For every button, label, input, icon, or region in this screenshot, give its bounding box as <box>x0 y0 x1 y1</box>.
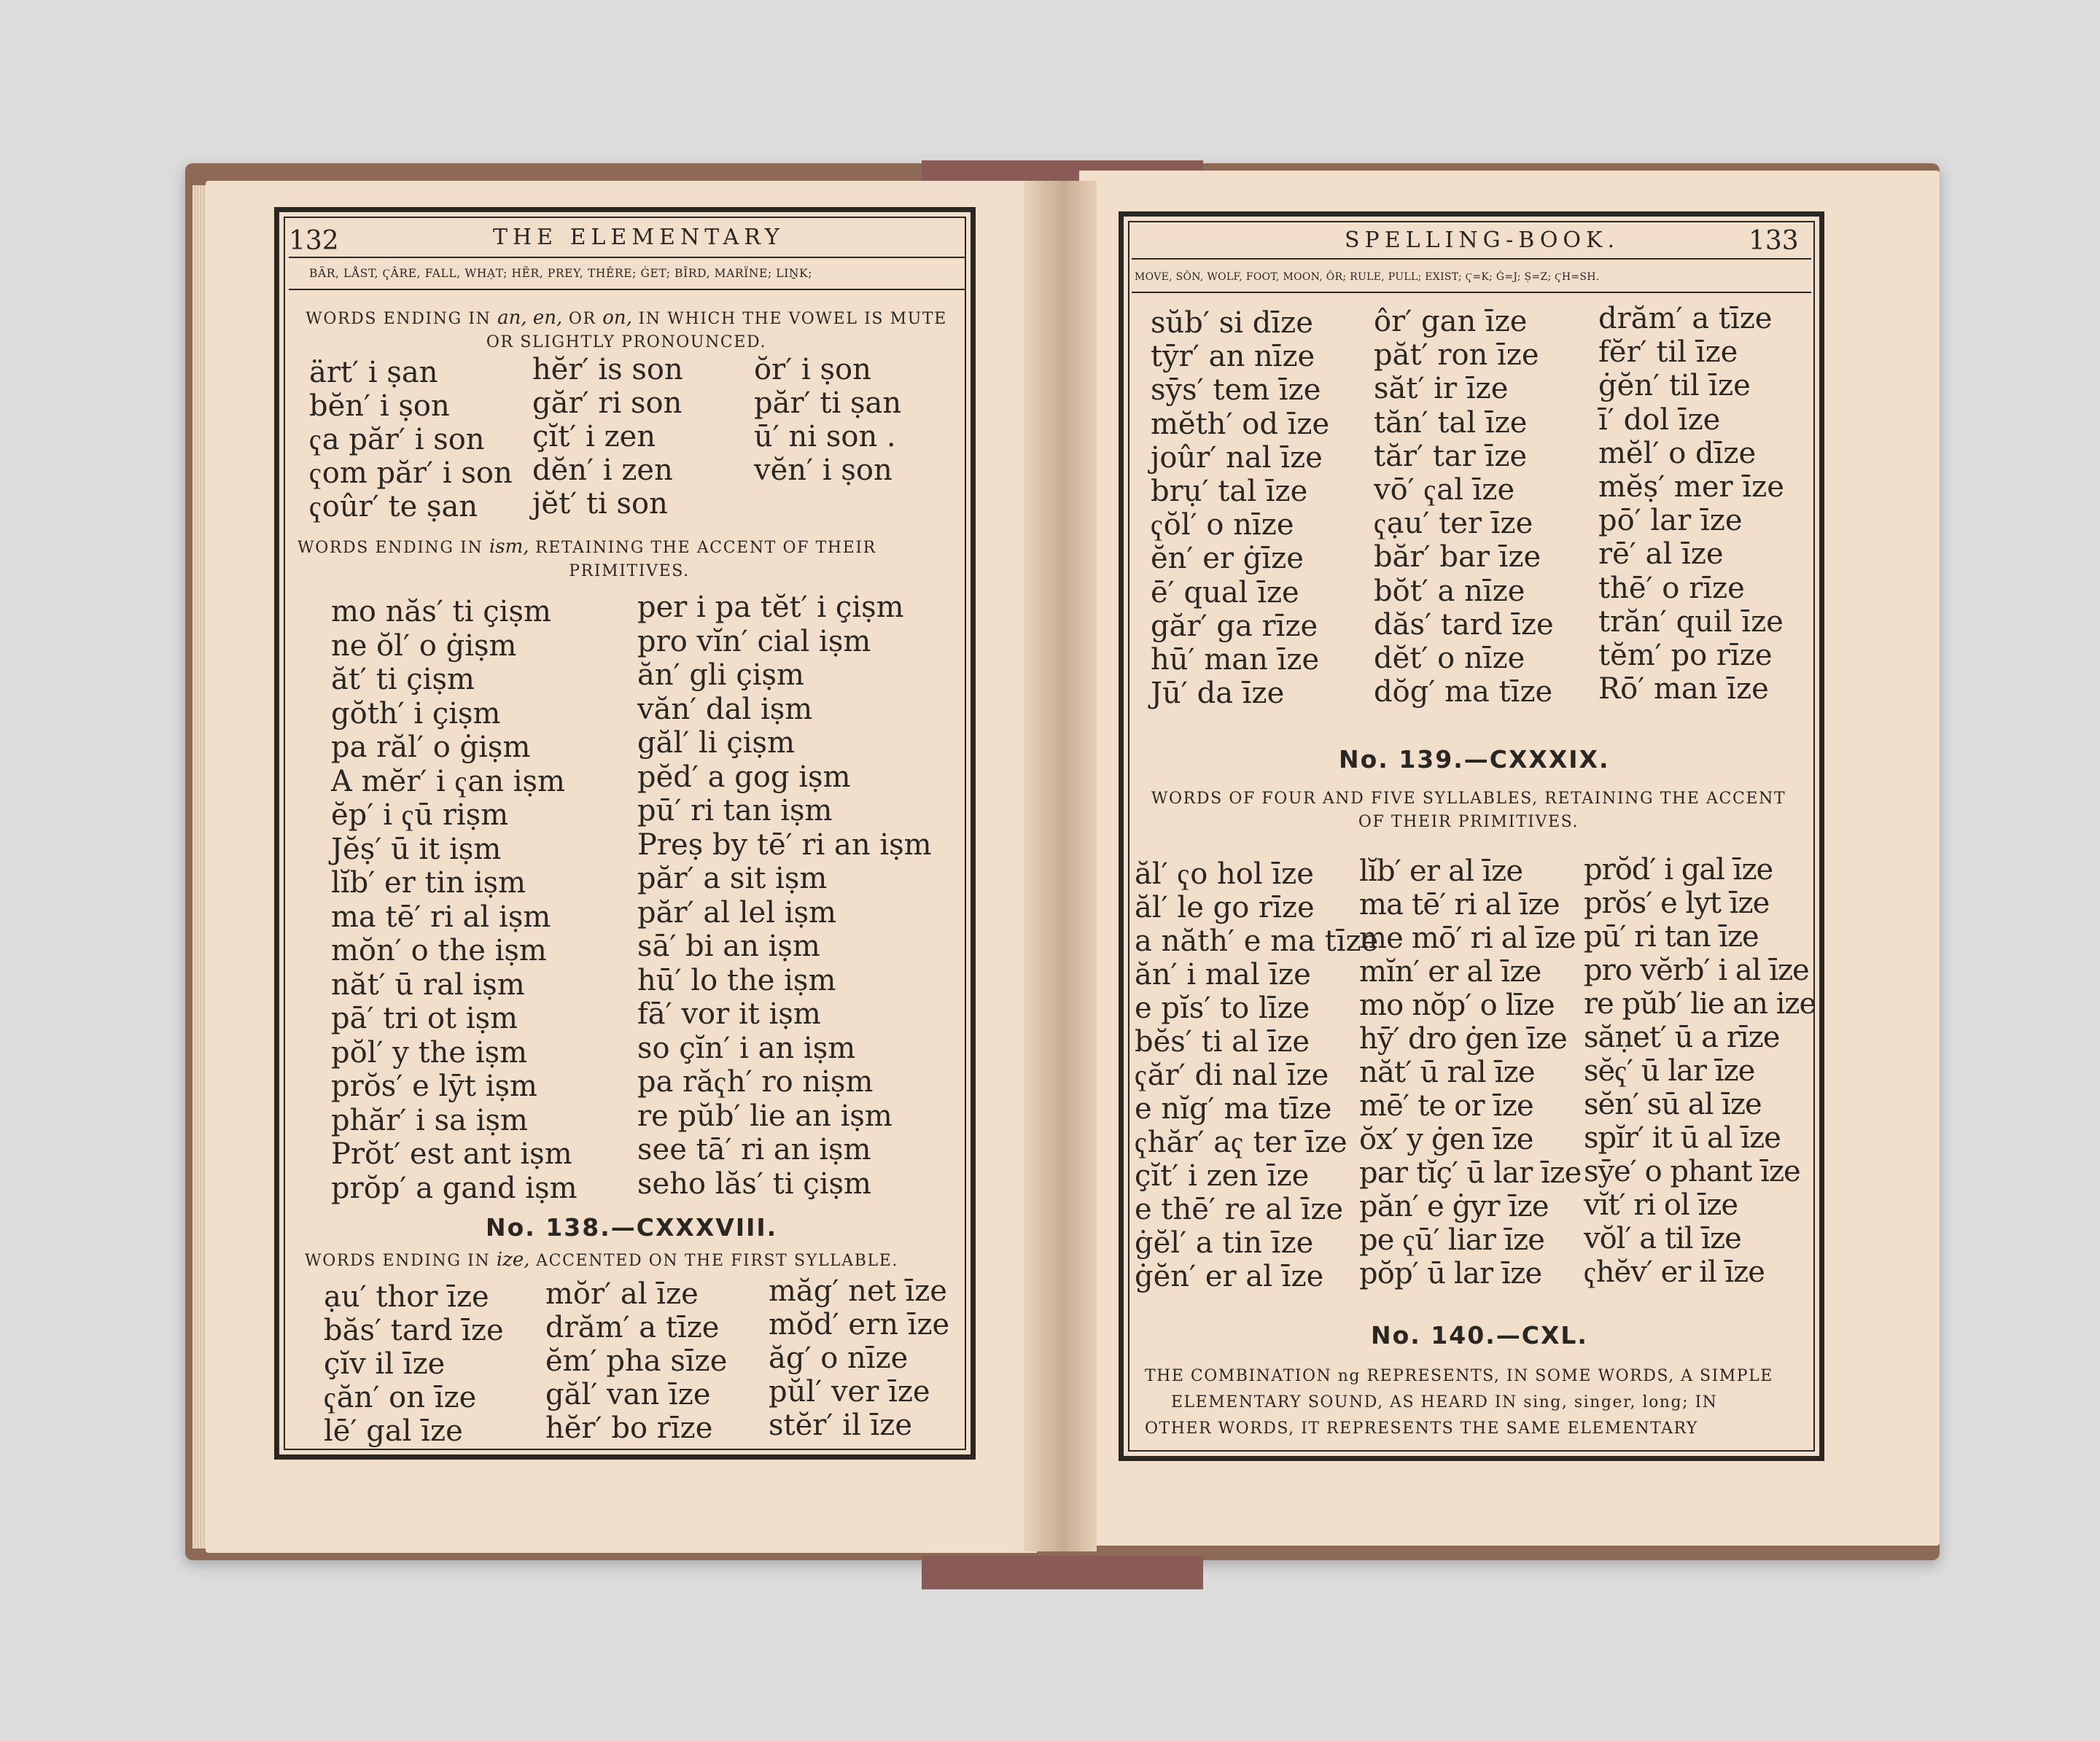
word: ҁhăr′ aҁ ter īze <box>1135 1126 1348 1159</box>
word: ne ŏl′ o ġiṣm <box>331 628 517 663</box>
word: ma tē′ ri al iṣm <box>331 900 551 934</box>
right-s2-col2 <box>1359 854 1581 1290</box>
heading-line: THE COMBINATION ng REPRESENTS, IN SOME WORDS, A SIMPLE <box>1145 1367 1773 1385</box>
word: ăg′ o nīze <box>769 1341 909 1375</box>
word: lē′ gal īze <box>324 1414 463 1448</box>
word: A mĕr′ i ҁan iṣm <box>331 764 565 798</box>
word: dŏg′ ma tīze <box>1374 675 1553 709</box>
word: sā′ bi an iṣm <box>637 930 820 963</box>
word: thē′ o rīze <box>1598 571 1745 605</box>
word: ma tē′ ri al īze <box>1359 888 1560 922</box>
word: găl′ van īze <box>545 1378 711 1411</box>
word: per i pa tĕt′ i çiṣm <box>637 591 904 624</box>
right-section2-heading: WORDS OF FOUR AND FIVE SYLLABLES, RETAINING THE ACCENT OF THEIR PRIMITIVES. <box>1151 790 1786 831</box>
word: săt′ ir īze <box>1374 372 1509 406</box>
word: tȳr′ an nīze <box>1151 340 1315 374</box>
word: ġĕl′ a tin īze <box>1135 1226 1314 1260</box>
word: prŏs′ e lyt īze <box>1584 887 1770 920</box>
left-pronunciation-key: BÄR, LÅST, ҀÂRE, FALL, WHẠT; HẼR, PREY, THÊRE; ĠET; BĪRD, MARÏNE; LIṈK; <box>309 267 813 280</box>
left-head-rule <box>289 257 965 258</box>
word: mo năs′ ti çiṣm <box>331 595 551 628</box>
word: mĕṣ′ mer īze <box>1598 470 1784 505</box>
word: ŏr′ i ṣon <box>754 353 871 386</box>
spine-cloth-bottom <box>922 1556 1203 1589</box>
word: mo nŏp′ o līze <box>1359 989 1555 1022</box>
word: mŏr′ al īze <box>545 1277 699 1311</box>
word: mĕth′ od īze <box>1151 407 1330 441</box>
left-s2-col1 <box>331 595 578 1205</box>
book-gutter <box>1024 181 1097 1551</box>
word: păt′ ron īze <box>1374 338 1539 373</box>
right-section3-number: No. 140.—CXL. <box>1371 1321 1588 1349</box>
word: ġĕn′ er al īze <box>1135 1260 1324 1293</box>
right-key-rule <box>1132 292 1811 293</box>
word: ĕn′ er ġīze <box>1151 542 1304 576</box>
right-s1-col3 <box>1598 302 1784 706</box>
right-s1-col2 <box>1374 305 1554 709</box>
word: hĕr′ is son <box>532 353 683 386</box>
right-s2-col3 <box>1584 853 1816 1289</box>
word: ҁạu′ ter īze <box>1374 507 1533 541</box>
left-s3-col1 <box>324 1280 504 1448</box>
word: găl′ li çiṣm <box>637 726 795 760</box>
word: gŏth′ i çiṣm <box>331 696 501 731</box>
word: ạu′ thor īze <box>324 1280 489 1314</box>
word: ҁăr′ di nal īze <box>1135 1059 1329 1092</box>
word: pa răҁh′ ro niṣm <box>637 1065 874 1099</box>
word: ҁŏl′ o nīze <box>1151 508 1294 542</box>
word: ҁa păr′ i son <box>309 423 485 456</box>
word: mē′ te or īze <box>1359 1089 1533 1123</box>
word: ī′ dol īze <box>1598 402 1721 437</box>
word: pū′ ri tan iṣm <box>637 794 833 827</box>
word: săṇet′ ū a rīze <box>1584 1021 1780 1054</box>
word: vĭt′ ri ol īze <box>1584 1188 1738 1222</box>
word: pro vĕrb′ i al īze <box>1584 954 1809 987</box>
word: ăl′ ҁo hol īze <box>1135 857 1314 891</box>
word: pū′ ri tan īze <box>1584 920 1759 954</box>
word: phăr′ i sa iṣm <box>331 1103 528 1137</box>
word: drăm′ a tīze <box>545 1311 720 1344</box>
word: e pĭs′ to līze <box>1135 992 1310 1025</box>
word: pō′ lar īze <box>1598 504 1743 538</box>
right-s2-col1 <box>1135 857 1378 1293</box>
right-running-head: SPELLING-BOOK. <box>1345 227 1619 253</box>
word: fĕr′ til īze <box>1598 335 1738 370</box>
word: păr′ al lel iṣm <box>637 895 836 930</box>
left-running-head: THE ELEMENTARY <box>493 225 785 250</box>
word: vō′ ҁal īze <box>1374 473 1515 507</box>
word: mŏn′ o the iṣm <box>331 934 547 967</box>
word: pŏp′ ū lar īze <box>1359 1257 1542 1290</box>
word: păr′ a sit iṣm <box>637 862 828 895</box>
word: ĕp′ i ҁū riṣm <box>331 798 509 832</box>
word: dĕt′ o nīze <box>1374 642 1525 676</box>
word: văn′ dal iṣm <box>637 692 813 726</box>
heading-line: ELEMENTARY SOUND, AS HEARD IN sing, singer, long; IN <box>1171 1393 1718 1411</box>
word: hĕr′ bo rīze <box>545 1411 713 1445</box>
word: ҁoûr′ te ṣan <box>309 490 478 523</box>
word: ăl′ le go rīze <box>1135 891 1315 924</box>
right-section3-heading <box>1145 1363 1801 1442</box>
left-s3-col2 <box>545 1277 727 1445</box>
word: pe ҁū′ liar īze <box>1359 1223 1545 1257</box>
right-section2-number: No. 139.—CXXXIX. <box>1339 745 1610 774</box>
word: see tā′ ri an iṣm <box>637 1133 871 1166</box>
word: prŏd′ i gal īze <box>1584 853 1773 887</box>
word: pro vĭn′ cial iṣm <box>637 624 871 658</box>
word: ҁom păr′ i son <box>309 456 513 490</box>
word: sŭb′ si dīze <box>1151 306 1313 340</box>
word: e nĭg′ ma tīze <box>1135 1092 1332 1126</box>
word: bĕs′ ti al īze <box>1135 1025 1310 1059</box>
left-section1-heading: WORDS ENDING IN an, en, OR on, IN WHICH THE VOWEL IS MUTE OR SLIGHTLY PRONOUNCED. <box>306 307 947 351</box>
word: fā′ vor it iṣm <box>637 997 821 1031</box>
word: păn′ e ġyr īze <box>1359 1190 1549 1223</box>
word: hū′ lo the iṣm <box>637 963 836 997</box>
word: e thē′ re al īze <box>1135 1193 1344 1226</box>
word: joûr′ nal īze <box>1151 440 1323 475</box>
word: găr′ ri son <box>532 386 682 420</box>
left-s1-col3 <box>754 353 901 487</box>
word: ġĕn′ til īze <box>1598 369 1751 403</box>
word: çĭt′ i zen īze <box>1135 1159 1310 1193</box>
word: tăn′ tal īze <box>1374 405 1528 440</box>
word: Prŏt′ est ant iṣm <box>331 1137 572 1171</box>
word: păr′ ti ṣan <box>754 386 902 420</box>
word: ŏx′ y ġen īze <box>1359 1123 1533 1156</box>
word: ҁăn′ on īze <box>324 1381 477 1414</box>
word: stĕr′ il īze <box>769 1409 913 1442</box>
word: ärt′ i ṣan <box>309 356 438 389</box>
word: drăm′ a tīze <box>1598 302 1773 335</box>
right-pronunciation-key: MOVE, SÔN, WOLF, FOOT, MOON, ÔR; RULE, PULL; EXIST; Ҁ=K; Ġ=J; Ṣ=Z; ҀH=SH. <box>1135 271 1600 283</box>
word: sȳe′ o phant īze <box>1584 1155 1800 1188</box>
word: prŏs′ e lȳt iṣm <box>331 1070 537 1103</box>
word: ū′ ni son . <box>754 420 896 453</box>
word: so çĭn′ i an iṣm <box>637 1031 856 1065</box>
word: pŭl′ ver īze <box>769 1375 930 1409</box>
word: sĕҁ′ ū lar īze <box>1584 1054 1755 1088</box>
word: vĕn′ i ṣon <box>754 453 892 487</box>
word: băs′ tard īze <box>324 1314 504 1347</box>
word: pŏl′ y the iṣm <box>331 1035 528 1070</box>
word: re pŭb′ lie an ize <box>1584 987 1816 1021</box>
right-page-number: 133 <box>1749 226 1799 256</box>
word: jĕt′ ti son <box>532 487 668 521</box>
word: seho lăs′ ti çiṣm <box>637 1166 871 1201</box>
word: năt′ ū ral īze <box>1359 1056 1535 1089</box>
left-section2-heading: WORDS ENDING IN ism, RETAINING THE ACCENT OF THEIR PRIMITIVES. <box>298 536 876 580</box>
left-section3-number: No. 138.—CXXXVIII. <box>486 1213 778 1242</box>
word: năt′ ū ral iṣm <box>331 967 525 1002</box>
word: me mō′ ri al īze <box>1359 922 1576 955</box>
word: ôr′ gan īze <box>1374 305 1528 338</box>
word: Preṣ by tē′ ri an iṣm <box>637 827 932 862</box>
word: mĕl′ o dīze <box>1598 436 1757 470</box>
word: pĕd′ a gog iṣm <box>637 760 851 794</box>
word: măg′ net īze <box>769 1274 947 1308</box>
heading-line: OTHER WORDS, IT REPRESENTS THE SAME ELEMENTARY <box>1145 1419 1698 1438</box>
left-s1-col2 <box>532 353 683 521</box>
word: băr′ bar īze <box>1374 540 1541 575</box>
left-s1-col1 <box>309 356 513 523</box>
word: Rō′ man īze <box>1598 672 1769 706</box>
word: re pŭb′ lie an iṣm <box>637 1099 892 1133</box>
word: dăs′ tard īze <box>1374 607 1554 642</box>
word: hȳ′ dro ġen īze <box>1359 1022 1567 1056</box>
word: sȳs′ tem īze <box>1151 373 1321 408</box>
word: bŏt′ a nīze <box>1374 574 1525 608</box>
word: prŏp′ a gand iṣm <box>331 1171 578 1205</box>
word: ĕm′ pha sīze <box>545 1344 728 1378</box>
word: mĭn′ er al īze <box>1359 955 1541 989</box>
word: sĕn′ sū al īze <box>1584 1088 1762 1121</box>
left-s3-col3 <box>769 1274 949 1442</box>
word: dĕn′ i zen <box>532 453 673 487</box>
left-page-number: 132 <box>289 226 339 256</box>
word: par tĭç′ ū lar īze <box>1359 1156 1582 1190</box>
right-head-rule <box>1132 258 1811 260</box>
word: pa răl′ o ġiṣm <box>331 731 531 764</box>
word: trăn′ quil īze <box>1598 604 1784 639</box>
word: vŏl′ a til īze <box>1584 1222 1741 1255</box>
left-key-rule <box>289 289 965 290</box>
left-s2-col2 <box>637 591 932 1201</box>
word: brụ′ tal īze <box>1151 475 1308 509</box>
word: rē′ al īze <box>1598 537 1724 572</box>
word: Jĕṣ′ ū it iṣm <box>331 832 502 866</box>
word: tĕm′ po rīze <box>1598 639 1773 673</box>
word: ҁhĕv′ er il īze <box>1584 1255 1765 1289</box>
word: lĭb′ er tin iṣm <box>331 866 526 900</box>
right-s1-col1 <box>1151 306 1329 710</box>
left-section3-heading: WORDS ENDING IN ize, ACCENTED ON THE FIRST SYLLABLE. <box>305 1249 898 1271</box>
word: tăr′ tar īze <box>1374 439 1528 473</box>
word: Jū′ da īze <box>1151 677 1285 711</box>
word: ăn′ gli çiṣm <box>637 658 804 692</box>
word: a năth′ e ma tīze <box>1135 924 1379 958</box>
word: lĭb′ er al īze <box>1359 854 1523 888</box>
word: ăt′ ti çiṣm <box>331 663 475 696</box>
word: hū′ man īze <box>1151 643 1320 677</box>
word: ē′ qual īze <box>1151 575 1299 609</box>
word: çĭv il īze <box>324 1347 446 1381</box>
word: pā′ tri ot iṣm <box>331 1002 518 1035</box>
word: çĭt′ i zen <box>532 420 656 453</box>
word: bĕn′ i ṣon <box>309 389 450 423</box>
word: ăn′ i mal īze <box>1135 958 1311 992</box>
word: găr′ ga rīze <box>1151 609 1318 643</box>
word: mŏd′ ern īze <box>769 1308 950 1341</box>
word: spĭr′ it ū al īze <box>1584 1121 1781 1155</box>
